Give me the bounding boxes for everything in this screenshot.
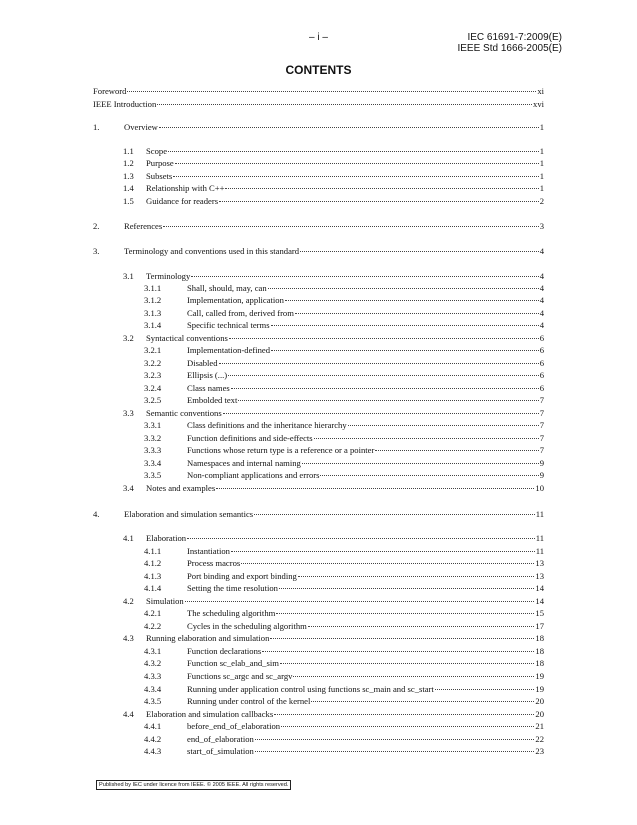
toc-entry-page: 20 [535, 696, 544, 706]
toc-entry-page: 21 [535, 721, 544, 731]
toc-entry-label: Embolded text [187, 395, 238, 405]
page-number: – i – [309, 32, 328, 43]
toc-entry-label: Functions whose return type is a reference or a pointer [187, 445, 375, 455]
dot-leader [254, 514, 535, 515]
toc-entry-page: 23 [535, 746, 544, 756]
toc-entry-page: 9 [539, 470, 544, 480]
dot-leader [375, 450, 538, 451]
toc-entry-number: 1.2 [123, 158, 134, 168]
dot-leader [279, 588, 534, 589]
toc-entry[interactable] [123, 171, 544, 182]
toc-entry-page: 4 [539, 271, 544, 281]
toc-entry[interactable] [123, 158, 544, 169]
toc-entry-label: Running under application control using functions sc_main and sc_start [187, 684, 434, 694]
toc-entry-number: 4.3.2 [144, 658, 162, 668]
dot-leader [191, 276, 538, 277]
toc-entry-number: 3.3 [123, 408, 134, 418]
toc-entry[interactable] [123, 271, 544, 282]
toc-entry-label: Call, called from, derived from [187, 308, 294, 318]
toc-entry-page: 7 [539, 433, 544, 443]
toc-entry-label: Terminology [146, 271, 191, 281]
toc-entry-label: Implementation-defined [187, 345, 271, 355]
toc-entry-number: 3. [93, 246, 100, 256]
toc-entry-label: Elaboration [146, 533, 187, 543]
toc-entry-label: Implementation, application [187, 295, 284, 305]
toc-entry-label: Terminology and conventions used in this standard [124, 246, 300, 256]
toc-entry-number: 1.4 [123, 183, 134, 193]
toc-entry-number: 1.3 [123, 171, 134, 181]
toc-entry-label: Process macros [187, 558, 241, 568]
dot-leader [298, 576, 535, 577]
toc-entry[interactable] [123, 333, 544, 344]
toc-entry-label: Disabled [187, 358, 218, 368]
toc-entry-page: 1 [539, 158, 544, 168]
toc-entry[interactable] [144, 684, 544, 695]
toc-entry-page: 4 [539, 283, 544, 293]
toc-entry-page: 7 [539, 395, 544, 405]
toc-entry[interactable] [144, 583, 544, 594]
toc-entry-label: Function declarations [187, 646, 262, 656]
toc-entry-label: Relationship with C++ [146, 183, 225, 193]
toc-entry-page: 22 [535, 734, 544, 744]
toc-entry-label: Semantic conventions [146, 408, 222, 418]
toc-entry[interactable] [144, 308, 544, 319]
toc-entry-number: 3.1.4 [144, 320, 162, 330]
toc-entry[interactable] [93, 99, 544, 110]
dot-leader [302, 463, 539, 464]
toc-entry-number: 3.2.3 [144, 370, 162, 380]
dot-leader [127, 91, 536, 92]
dot-leader [185, 601, 535, 602]
dot-leader [274, 714, 534, 715]
toc-entry-number: 4.2.1 [144, 608, 162, 618]
toc-entry[interactable] [123, 408, 544, 419]
toc-entry[interactable] [144, 646, 544, 657]
toc-entry[interactable] [144, 470, 544, 481]
toc-entry-label: Subsets [146, 171, 173, 181]
dot-leader [320, 475, 538, 476]
toc-entry[interactable] [144, 283, 544, 294]
toc-entry-page: 4 [539, 295, 544, 305]
toc-entry-number: 3.3.2 [144, 433, 162, 443]
dot-leader [308, 626, 535, 627]
toc-entry-label: Function definitions and side-effects [187, 433, 313, 443]
dot-leader [231, 551, 535, 552]
toc-entry-page: 2 [539, 196, 544, 206]
toc-entry-page: 18 [535, 646, 544, 656]
dot-leader [219, 201, 539, 202]
toc-entry-page: 14 [535, 596, 544, 606]
dot-leader [276, 613, 534, 614]
toc-entry-number: 4.3.3 [144, 671, 162, 681]
toc-entry-page: 13 [535, 571, 544, 581]
dot-leader [285, 300, 539, 301]
dot-leader [231, 388, 539, 389]
toc-entry-label: Cycles in the scheduling algorithm [187, 621, 307, 631]
toc-entry-number: 4.1.3 [144, 571, 162, 581]
toc-entry[interactable] [144, 721, 544, 732]
toc-entry-number: 4.3.4 [144, 684, 162, 694]
toc-entry-number: 4. [93, 509, 100, 519]
toc-entry-page: 19 [535, 671, 544, 681]
toc-entry[interactable] [144, 295, 544, 306]
toc-entry-number: 4.2.2 [144, 621, 162, 631]
toc-entry-page: xi [537, 86, 544, 96]
dot-leader [293, 676, 534, 677]
toc-entry[interactable] [123, 709, 544, 720]
toc-entry-label: start_of_simulation [187, 746, 254, 756]
toc-entry-page: 7 [539, 420, 544, 430]
toc-entry-number: 3.2.1 [144, 345, 162, 355]
toc-entry-number: 4.1.4 [144, 583, 162, 593]
toc-entry[interactable] [144, 608, 544, 619]
toc-entry-label: end_of_elaboration [187, 734, 254, 744]
dot-leader [295, 313, 539, 314]
toc-entry-page: 14 [535, 583, 544, 593]
dot-leader [228, 375, 539, 376]
toc-entry-page: 9 [539, 458, 544, 468]
toc-entry-label: Instantiation [187, 546, 230, 556]
toc-entry-number: 4.1.1 [144, 546, 162, 556]
dot-leader [268, 288, 539, 289]
toc-entry[interactable] [123, 196, 544, 207]
dot-leader [280, 663, 535, 664]
toc-entry[interactable] [93, 509, 544, 520]
toc-entry[interactable] [144, 345, 544, 356]
dot-leader [175, 163, 539, 164]
toc-entry-label: Namespaces and internal naming [187, 458, 301, 468]
toc-entry[interactable] [144, 420, 544, 431]
toc-entry-number: 4.4.2 [144, 734, 162, 744]
toc-entry[interactable] [144, 571, 544, 582]
toc-entry-number: 4.4.3 [144, 746, 162, 756]
toc-entry-page: 3 [539, 221, 544, 231]
toc-entry-label: Simulation [146, 596, 184, 606]
toc-entry[interactable] [123, 183, 544, 194]
toc-entry[interactable] [144, 445, 544, 456]
toc-entry[interactable] [144, 383, 544, 394]
toc-entry[interactable] [123, 633, 544, 644]
toc-entry-page: 11 [535, 546, 544, 556]
dot-leader [238, 400, 538, 401]
toc-entry-number: 3.3.3 [144, 445, 162, 455]
dot-leader [168, 151, 539, 152]
toc-entry-label: Class names [187, 383, 230, 393]
toc-entry[interactable] [144, 696, 544, 707]
toc-entry-number: 4.4.1 [144, 721, 162, 731]
dot-leader [262, 651, 534, 652]
toc-entry[interactable] [123, 533, 544, 544]
dot-leader [219, 363, 539, 364]
toc-entry-page: 19 [535, 684, 544, 694]
toc-entry-number: 3.1.1 [144, 283, 162, 293]
dot-leader [255, 751, 535, 752]
toc-entry-page: 11 [535, 509, 544, 519]
dot-leader [281, 726, 534, 727]
toc-entry-page: 7 [539, 445, 544, 455]
toc-entry-label: Port binding and export binding [187, 571, 297, 581]
toc-entry-page: 1 [539, 183, 544, 193]
toc-entry-page: 6 [539, 333, 544, 343]
toc-entry-label: Foreword [93, 86, 127, 96]
toc-entry-number: 3.3.5 [144, 470, 162, 480]
toc-entry-label: Running under control of the kernel [187, 696, 311, 706]
dot-leader [311, 701, 534, 702]
toc-entry-page: 1 [539, 122, 544, 132]
dot-leader [270, 638, 534, 639]
toc-entry-label: Setting the time resolution [187, 583, 278, 593]
toc-entry-label: Functions sc_argc and sc_argv [187, 671, 293, 681]
toc-entry[interactable] [144, 558, 544, 569]
toc-entry-label: Running elaboration and simulation [146, 633, 270, 643]
toc-entry-number: 3.3.1 [144, 420, 162, 430]
toc-entry-page: 6 [539, 370, 544, 380]
toc-entry[interactable] [144, 395, 544, 406]
toc-entry-label: Non-compliant applications and errors [187, 470, 320, 480]
toc-entry-page: 4 [539, 320, 544, 330]
toc-entry-page: xvi [533, 99, 544, 109]
toc-entry-page: 18 [535, 633, 544, 643]
toc-entry-number: 3.2.2 [144, 358, 162, 368]
toc-entry-page: 4 [539, 308, 544, 318]
toc-entry-page: 10 [535, 483, 544, 493]
toc-entry[interactable] [93, 122, 544, 133]
toc-entry[interactable] [144, 458, 544, 469]
toc-entry-page: 1 [539, 146, 544, 156]
toc-entry-number: 1.5 [123, 196, 134, 206]
toc-entry-label: Scope [146, 146, 168, 156]
toc-entry-label: Elaboration and simulation callbacks [146, 709, 274, 719]
toc-entry[interactable] [144, 320, 544, 331]
toc-entry-label: The scheduling algorithm [187, 608, 276, 618]
standard-identifier [457, 32, 562, 54]
dot-leader [314, 438, 539, 439]
toc-entry[interactable] [144, 546, 544, 557]
standard-line-ieee: IEEE Std 1666-2005(E) [457, 43, 562, 54]
dot-leader [229, 338, 539, 339]
toc-entry[interactable] [93, 246, 544, 257]
toc-entry-label: Specific technical terms [187, 320, 270, 330]
dot-leader [271, 325, 539, 326]
toc-entry-number: 4.3.5 [144, 696, 162, 706]
standard-line-iec: IEC 61691-7:2009(E) [467, 32, 562, 43]
toc-entry[interactable] [93, 86, 544, 97]
dot-leader [348, 425, 539, 426]
toc-entry-page: 6 [539, 345, 544, 355]
dot-leader [435, 689, 535, 690]
dot-leader [173, 176, 538, 177]
toc-entry-label: Notes and examples [146, 483, 216, 493]
dot-leader [271, 350, 539, 351]
toc-entry-page: 15 [535, 608, 544, 618]
toc-entry-label: Function sc_elab_and_sim [187, 658, 279, 668]
toc-entry-number: 4.3.1 [144, 646, 162, 656]
toc-entry-number: 1.1 [123, 146, 134, 156]
toc-entry-page: 18 [535, 658, 544, 668]
dot-leader [216, 488, 534, 489]
toc-entry[interactable] [144, 621, 544, 632]
toc-entry-label: Ellipsis (...) [187, 370, 228, 380]
toc-entry[interactable] [123, 483, 544, 494]
dot-leader [241, 563, 534, 564]
toc-entry[interactable] [144, 370, 544, 381]
licence-notice: Published by IEC under licence from IEEE. © 2005 IEEE. All rights reserved. [96, 780, 291, 790]
toc-entry-label: Shall, should, may, can [187, 283, 267, 293]
toc-entry-number: 1. [93, 122, 100, 132]
toc-entry-number: 3.1 [123, 271, 134, 281]
toc-entry[interactable] [144, 658, 544, 669]
toc-entry-label: Class definitions and the inheritance hierarchy [187, 420, 347, 430]
toc-entry[interactable] [144, 433, 544, 444]
toc-entry-page: 6 [539, 383, 544, 393]
toc-entry-number: 3.1.3 [144, 308, 162, 318]
toc-entry-number: 3.2 [123, 333, 134, 343]
toc-entry-page: 20 [535, 709, 544, 719]
toc-entry-label: IEEE Introduction [93, 99, 157, 109]
dot-leader [187, 538, 535, 539]
toc-entry-number: 3.1.2 [144, 295, 162, 305]
page-title: CONTENTS [285, 63, 352, 77]
toc-entry-page: 6 [539, 358, 544, 368]
toc-entry-label: Purpose [146, 158, 174, 168]
toc-entry-label: Elaboration and simulation semantics [124, 509, 254, 519]
toc-entry-number: 3.2.4 [144, 383, 162, 393]
toc-entry-number: 4.1.2 [144, 558, 162, 568]
toc-entry[interactable] [93, 221, 544, 232]
toc-entry[interactable] [144, 358, 544, 369]
toc-entry-page: 17 [535, 621, 544, 631]
toc-entry[interactable] [123, 146, 544, 157]
toc-entry-label: before_end_of_elaboration [187, 721, 281, 731]
toc-entry-page: 11 [535, 533, 544, 543]
toc-entry-number: 3.4 [123, 483, 134, 493]
toc-entry-label: References [124, 221, 163, 231]
toc-entry[interactable] [144, 671, 544, 682]
toc-entry-number: 2. [93, 221, 100, 231]
dot-leader [255, 739, 535, 740]
toc-entry-number: 4.3 [123, 633, 134, 643]
dot-leader [157, 104, 532, 105]
toc-entry-label: Syntactical conventions [146, 333, 228, 343]
toc-entry-number: 4.2 [123, 596, 134, 606]
toc-entry-number: 4.4 [123, 709, 134, 719]
toc-entry[interactable] [144, 734, 544, 745]
dot-leader [223, 413, 539, 414]
toc-entry-number: 3.2.5 [144, 395, 162, 405]
dot-leader [163, 226, 539, 227]
toc-entry[interactable] [144, 746, 544, 757]
toc-entry-page: 7 [539, 408, 544, 418]
dot-leader [159, 127, 539, 128]
toc-entry-page: 1 [539, 171, 544, 181]
toc-entry-page: 13 [535, 558, 544, 568]
toc-entry-label: Overview [124, 122, 158, 132]
dot-leader [300, 251, 539, 252]
toc-entry-page: 4 [539, 246, 544, 256]
toc-entry-number: 3.3.4 [144, 458, 162, 468]
dot-leader [225, 188, 538, 189]
toc-entry-number: 4.1 [123, 533, 134, 543]
toc-entry[interactable] [123, 596, 544, 607]
toc-entry-label: Guidance for readers [146, 196, 219, 206]
